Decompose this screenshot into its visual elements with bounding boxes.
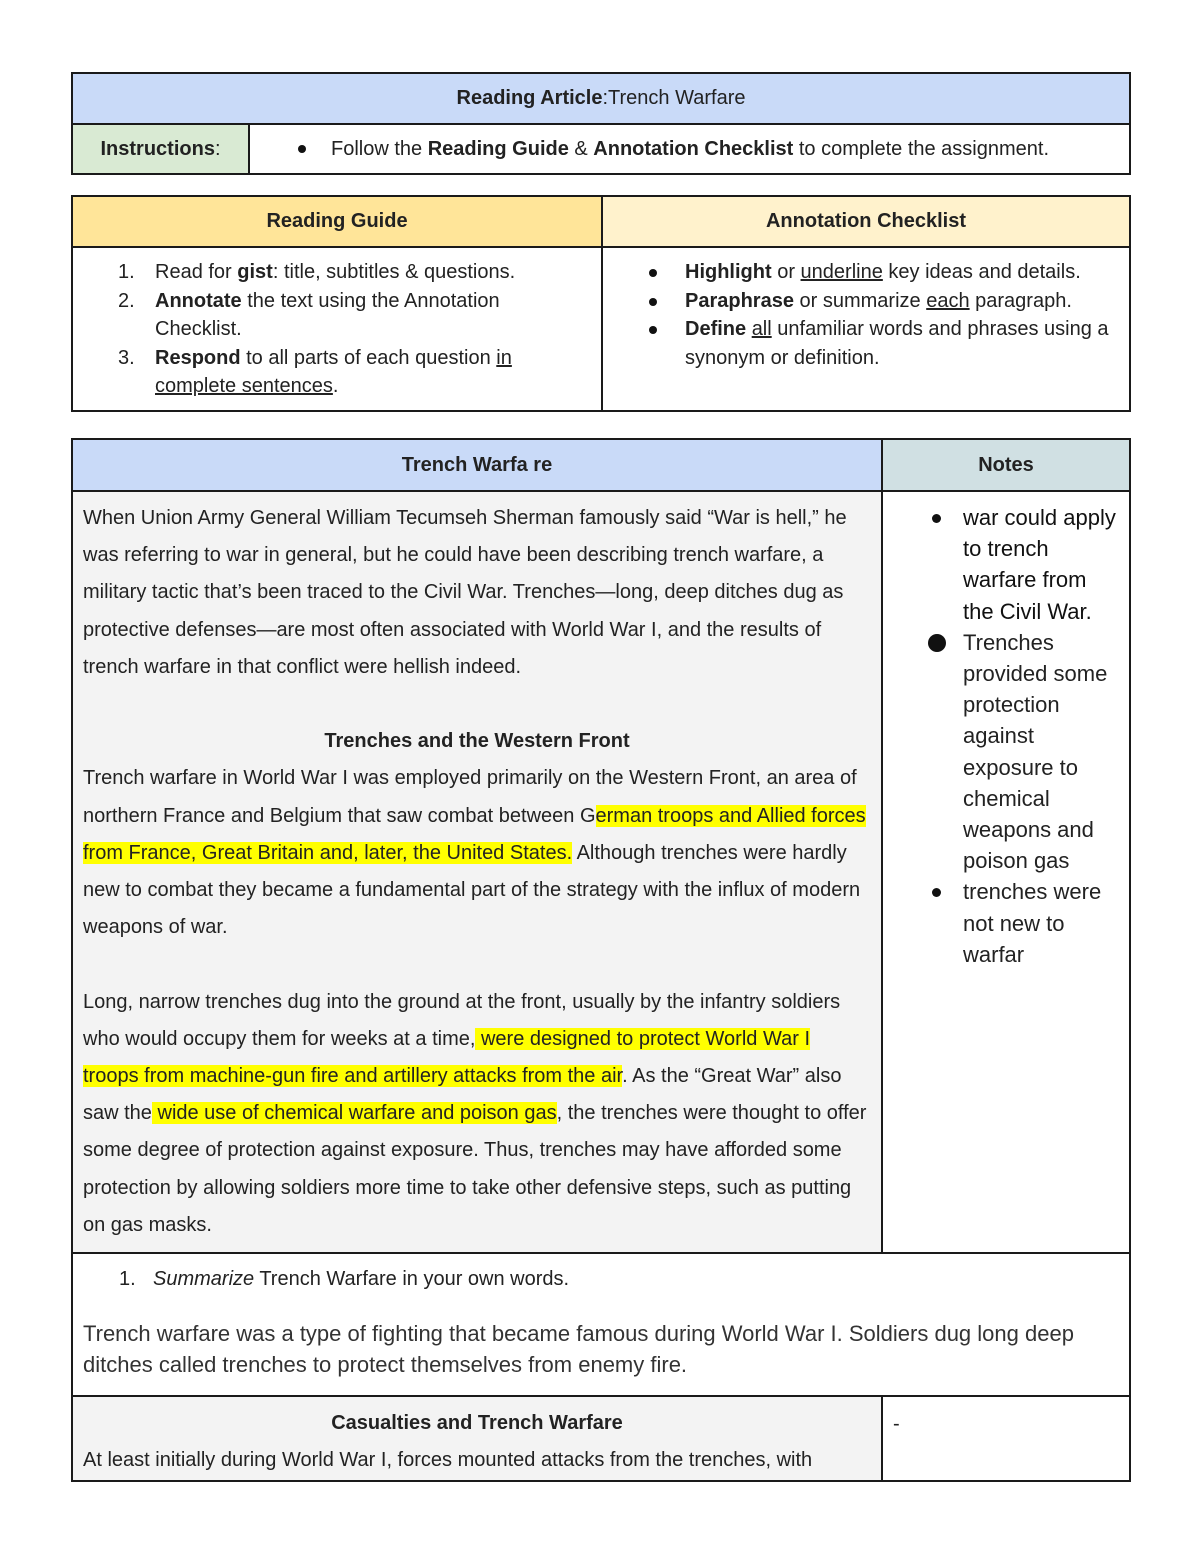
note-item: war could apply to trench warfare from the Civil War.: [963, 502, 1121, 627]
bullet-icon: [649, 326, 657, 334]
question-cell[interactable]: [73, 1254, 1129, 1397]
casualties-notes[interactable]: -: [893, 1413, 900, 1435]
section-subheading: Casualties and Trench Warfare: [331, 1412, 623, 1434]
bullet-icon: [928, 634, 946, 652]
instructions-text: Follow the Reading Guide & Annotation Checklist to complete the assignment.: [250, 125, 1129, 173]
highlighted-text: wide use of chemical warfare and poison gas: [151, 1102, 557, 1125]
article-table: [71, 438, 1131, 1482]
annotation-checklist-heading: Annotation Checklist: [603, 197, 1129, 248]
bullet-icon: [932, 514, 941, 523]
list-item: Highlight or underline key ideas and details.: [643, 258, 1119, 287]
highlighted-text: erman troops and Allied forces from France, Great Britain and, later, the United States.: [83, 804, 866, 864]
guide-table: [71, 195, 1131, 412]
note-item: trenches were not new to warfar: [963, 876, 1121, 970]
bullet-icon: [649, 298, 657, 306]
bullet-icon: [932, 888, 941, 897]
paragraph: Long, narrow trenches dug into the ground at the front, usually by the infantry soldiers who would occupy them for weeks at a time, were designed to protect World War I troops from machine-gun fire and artillery attacks from the air. As the “Great War” also saw the wide use of chemical warfare and poison gas, the trenches were thought to offer some degree of protection against exposure. Thus, trenches may have afforded some protection by allowing soldiers more time to take other defensive steps, such as putting on gas masks.: [83, 990, 867, 1236]
annotation-checklist-list: [603, 248, 1129, 410]
notes-column[interactable]: [883, 492, 1129, 1254]
article-heading: Trench Warfa re: [73, 440, 883, 492]
article-text: [73, 492, 883, 1254]
paragraph: Trench warfare in World War I was employed primarily on the Western Front, an area of northern France and Belgium that saw combat between German troops and Allied forces from France, Great Britain and, later, the United States. Although trenches were hardly new to combat they became a fundamental part of the strategy with the influx of modern weapons of war.: [83, 767, 866, 939]
list-item: 3. Respond to all parts of each question in complete sentences.: [118, 346, 512, 397]
paragraph: When Union Army General William Tecumseh Sherman famously said “War is hell,” he was referring to war in general, but he could have been describing trench warfare, a military tactic that’s been traced to the Civil War. Trenches—long, deep ditches dug as protective defenses—are most often associated with World War I, and the results of trench warfare in that conflict were hellish indeed.: [83, 507, 847, 678]
list-item: 1. Read for gist: title, subtitles & questions.: [118, 261, 516, 283]
list-item: Define all unfamiliar words and phrases using a synonym or definition.: [643, 315, 1119, 372]
question-prompt: 1. Summarize Trench Warfare in your own words.: [119, 1268, 570, 1290]
bullet-icon: [298, 145, 306, 153]
notes-heading: Notes: [883, 440, 1129, 492]
instructions-label: Instructions :: [73, 125, 250, 173]
article-title: Reading Article : Trench Warfare: [73, 74, 1129, 125]
bullet-icon: [649, 269, 657, 277]
list-item: Paraphrase or summarize each paragraph.: [643, 287, 1119, 316]
note-item: Trenches provided some protection against exposure to chemical weapons and poison gas: [963, 627, 1121, 877]
article-header-table: [71, 72, 1131, 175]
section-subheading: Trenches and the Western Front: [324, 730, 630, 753]
answer-text: Trench warfare was a type of fighting that became famous during World War I. Soldiers dug long deep ditches called trenches to protect themselves from enemy fire.: [83, 1321, 1074, 1377]
paragraph: At least initially during World War I, forces mounted attacks from the trenches, with: [83, 1449, 813, 1471]
casualties-section: [73, 1397, 883, 1480]
reading-guide-heading: Reading Guide: [73, 197, 603, 248]
highlighted-text: were designed to protect World War I troops from machine-gun fire and artillery attacks from the air: [83, 1027, 810, 1088]
list-item: 2. Annotate the text using the Annotation Checklist.: [118, 289, 500, 340]
reading-guide-list: [73, 248, 603, 410]
